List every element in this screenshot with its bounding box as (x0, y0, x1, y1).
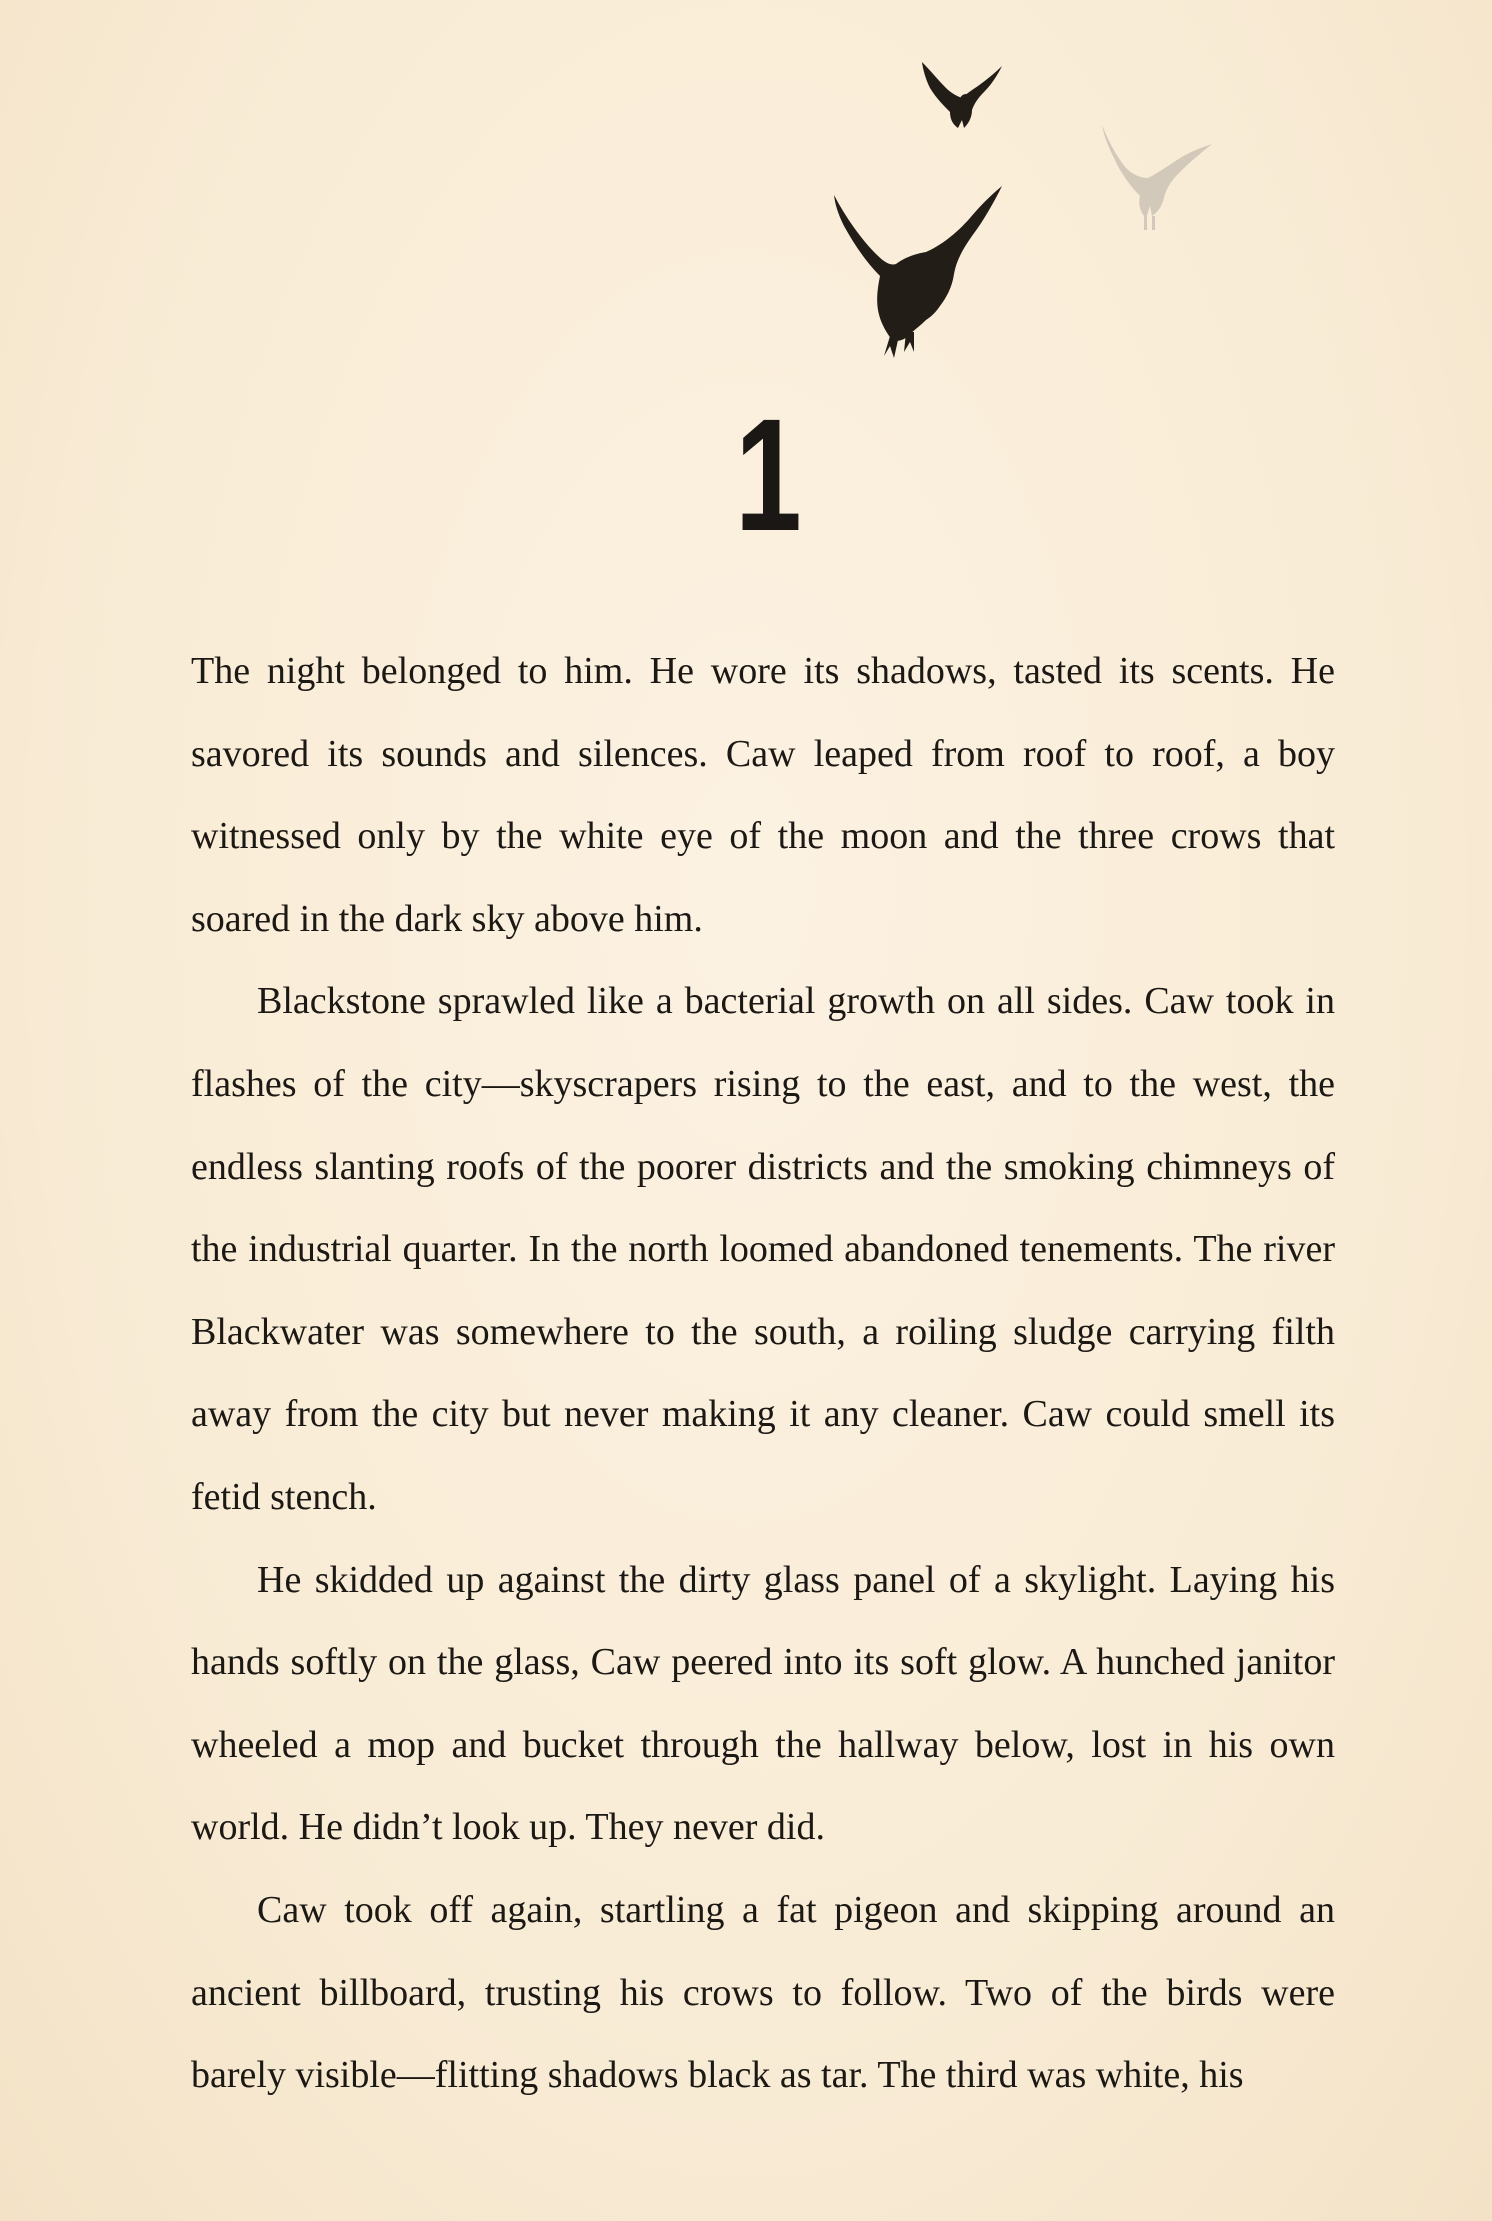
paragraph-1: The night belonged to him. He wore its shadows, tasted its scents. He savored its sounds and silences. Caw leaped from roof to roof, a boy witnessed only by the white eye of the moon and the three crows that soared in the dark sky above him. (191, 650, 1335, 940)
crows-illustration (780, 40, 1240, 380)
paragraph-3: He skidded up against the dirty glass panel of a skylight. Laying his hands softly on the glass, Caw peered into its soft glow. A hunched janitor wheeled a mop and bucket through the hallway below, lost in his own world. He didn’t look up. They never did. (191, 1558, 1335, 1849)
small-crow-icon (922, 62, 1002, 128)
chapter-body (191, 630, 1335, 2117)
chapter-number: 1 (735, 385, 802, 564)
paragraph-4: Caw took off again, startling a fat pigeon and skipping around an ancient billboard, trusting his crows to follow. Two of the birds were barely visible—flitting shadows black as tar. The third was white, his (191, 1888, 1335, 2097)
paragraph-2: Blackstone sprawled like a bacterial growth on all sides. Caw took in flashes of the city—skyscrapers rising to the east, and to the west, the endless slanting roofs of the poorer districts and the smoking chimneys of the industrial quarter. In the north loomed abandoned tenements. The river Blackwater was somewhere to the south, a roiling sludge carrying filth away from the city but never making it any cleaner. Caw could smell its fetid stench. (191, 980, 1335, 1518)
white-crow-icon (1102, 125, 1212, 230)
large-crow-icon (834, 186, 1002, 358)
